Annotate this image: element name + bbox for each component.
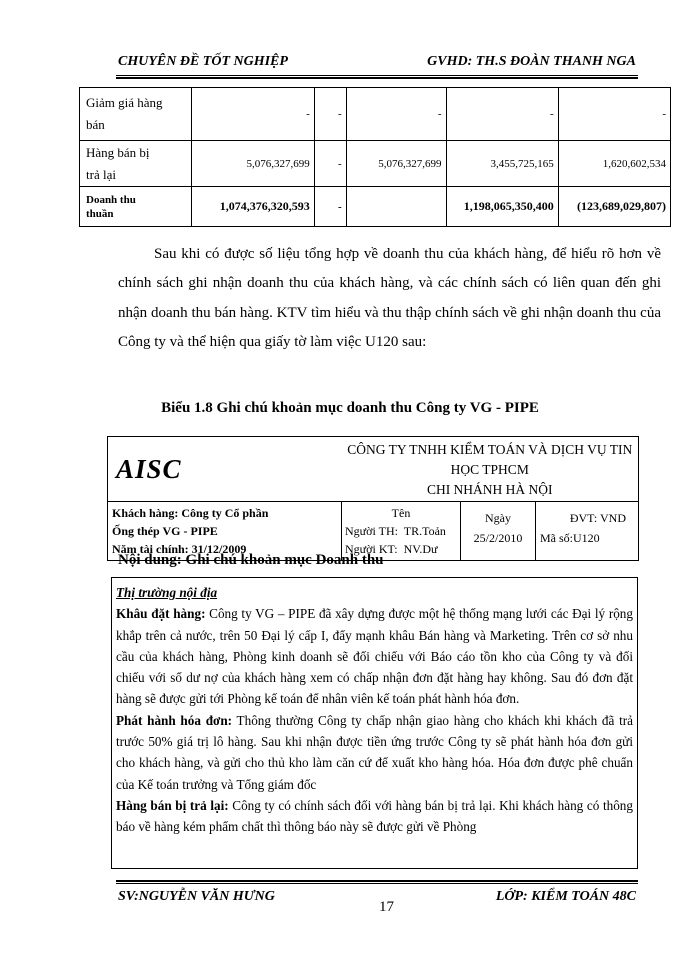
table-row	[80, 141, 671, 187]
table-cell: -	[314, 187, 346, 227]
reviewer: Người KT: NV.Dư	[345, 542, 438, 556]
revenue-table	[79, 87, 671, 227]
client-label: Khách hàng: Công ty Cổ phần	[112, 506, 269, 520]
code: Mã số:U120	[540, 531, 600, 545]
table-cell: 1,620,602,534	[558, 141, 670, 187]
header-rule-2	[116, 77, 638, 79]
company-name: CÔNG TY TNHH KIỂM TOÁN VÀ DỊCH VỤ TIN HỌC TPHCM	[347, 442, 633, 477]
table-cell: 5,076,327,699	[192, 141, 315, 187]
table-cell: -	[346, 88, 446, 141]
table-cell: -	[314, 88, 346, 141]
table-row	[80, 187, 671, 227]
table-cell: 3,455,725,165	[446, 141, 558, 187]
header-rule	[116, 75, 638, 76]
fiscal-year: Năm tài chính: 31/12/2009	[112, 542, 247, 556]
table-cell: 1,074,376,320,593	[192, 187, 315, 227]
date-header: Ngày	[485, 511, 511, 525]
name-header: Tên	[391, 506, 411, 520]
invoice-text: Thông thường Công ty chấp nhận giao hàng cho khách khi khách đã trả trước 50% giá trị lô hàng. Sau khi nhận được tiền ứng trước Công ty sẽ phát hành hóa đơn gửi cho khách hàng, và gửi cho thủ kho làm căn cứ để xuất kho hàng hóa. Hóa đơn được phê chuẩn của Kế toán trưởng và Tổng giám đốc	[116, 712, 634, 792]
order-label: Khâu đặt hàng:	[116, 606, 206, 622]
preparer: Người TH: TR.Toản	[345, 524, 446, 538]
date-value: 25/2/2010	[473, 531, 523, 545]
table-row	[80, 88, 671, 141]
company-branch: CHI NHÁNH HÀ NỘI	[426, 482, 553, 497]
table-cell: 1,198,065,350,400	[446, 187, 558, 227]
note-return	[116, 795, 633, 838]
note-invoice	[116, 710, 633, 795]
table-cell: 5,076,327,699	[346, 141, 446, 187]
return-label: Hàng bán bị trả lại:	[116, 797, 229, 813]
row-label: Giảm giá hàng bán	[80, 88, 192, 141]
footer-rule-2	[116, 883, 638, 884]
table-cell: -	[446, 88, 558, 141]
client-name: Ống thép VG - PIPE	[112, 524, 218, 538]
table-cell: -	[192, 88, 315, 141]
aisc-logo: AISC	[116, 453, 182, 484]
footer-rule	[116, 880, 638, 882]
table-cell: (123,689,029,807)	[558, 187, 670, 227]
figure-title: Biểu 1.8 Ghi chú khoản mục doanh thu Công ty VG - PIPE	[161, 400, 539, 416]
row-label: Hàng bán bị trả lại	[80, 141, 192, 187]
section-heading: Thị trường nội địa	[116, 585, 218, 600]
order-text: Công ty VG – PIPE đã xây dựng được một hệ thống mạng lưới các Đại lý rộng khắp trên cả nước, trên 50 Đại lý cấp I, đẩy mạnh khâu Bán hàng và Marketing. Trên cơ sở nhu cầu của khách hàng, Phòng kinh doanh sẽ đối chiếu với Báo cáo tồn kho của Công ty và đối chiếu với số dư nợ của khách hàng xem có chấp nhận đơn đặt hàng hay không. Sau đó đơn đặt hàng sẽ được gửi tới Phòng kế toán để nhân viên kế toán phát hành hóa đơn.	[116, 606, 633, 707]
row-label: Doanh thu thuần	[80, 187, 192, 227]
page-number: 17	[379, 899, 394, 915]
header-left: CHUYÊN ĐỀ TỐT NGHIỆP	[118, 54, 288, 69]
notes-box	[111, 577, 638, 869]
header-right: GVHD: TH.S ĐOÀN THANH NGA	[427, 54, 636, 69]
unit: ĐVT: VND	[569, 511, 626, 525]
content-title: Nội dung: Ghi chú khoản mục Doanh thu	[118, 552, 384, 568]
intro-paragraph: Sau khi có được số liệu tổng hợp về doanh thu của khách hàng, để hiểu rõ hơn về chính sách ghi nhận doanh thu của khách hàng, và các chính sách có liên quan đến ghi nhận doanh thu bán hàng. KTV tìm hiểu và thu thập chính sách về ghi nhận doanh thu của Công ty và thể hiện qua giấy tờ làm việc U120 sau:	[118, 246, 661, 350]
table-cell	[346, 187, 446, 227]
aisc-form	[107, 436, 639, 561]
footer-right: LỚP: KIỂM TOÁN 48C	[495, 889, 636, 904]
table-cell: -	[558, 88, 670, 141]
note-order	[116, 603, 633, 709]
footer-left: SV:NGUYỄN VĂN HƯNG	[118, 889, 275, 904]
table-cell: -	[314, 141, 346, 187]
return-text: Công ty có chính sách đối với hàng bán bị trả lại. Khi khách hàng có thông báo về hàng kém phẩm chất thì thông báo này sẽ được gửi về Phòng	[116, 797, 633, 835]
invoice-label: Phát hành hóa đơn:	[116, 712, 233, 728]
